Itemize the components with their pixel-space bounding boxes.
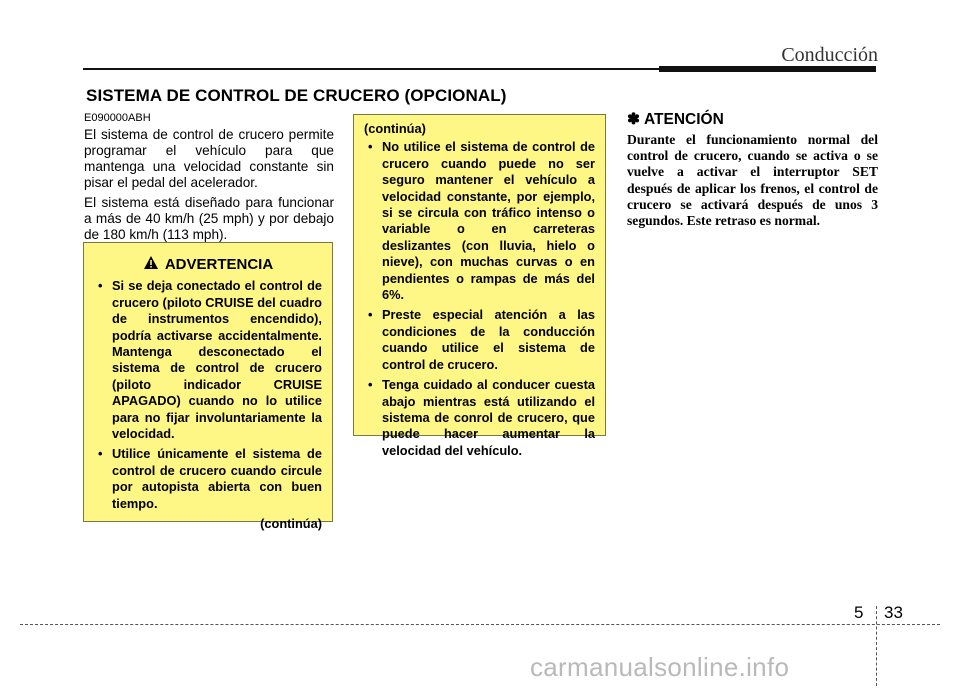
attention-title (627, 110, 724, 129)
warning-header (94, 255, 322, 274)
warning-item (94, 278, 322, 442)
bullet-icon: • (368, 307, 373, 323)
watermark: carmanualsonline.info (530, 652, 790, 682)
header-title: Conducción (781, 44, 878, 66)
bullet-icon: • (368, 139, 373, 155)
warning-continued: (continúa) (260, 516, 322, 532)
body-paragraph: El sistema está diseñado para funcionar a más de 40 km/h (25 mph) y por debajo de 180 km/h (113 mph). (84, 195, 334, 242)
warning-cont-item (364, 139, 595, 303)
body-text (84, 127, 334, 247)
attention-title-text: ATENCIÓN (644, 110, 724, 128)
warning-cont-item-text: Tenga cuidado al conducer cuesta abajo mientras está utilizando el sistema de conrol de crucero, que puede hacer aumentar la velocidad del vehículo. (382, 377, 595, 458)
attention-text: Durante el funcionamiento normal del control de crucero, cuando se activa o se vuelve a activar el interruptor SET después de aplicar los frenos, el control de crucero se activará después de unos 3 segundos. Este retraso es normal. (627, 132, 878, 229)
warning-item (94, 446, 322, 512)
bullet-icon: • (98, 446, 103, 462)
warning-cont-start: (continúa) (364, 121, 426, 136)
footer-divider (876, 606, 877, 686)
warning-cont-item (364, 377, 595, 459)
warning-cont-item (364, 307, 595, 373)
warning-continued-box (353, 114, 606, 458)
asterisk-icon: ✽ (627, 111, 640, 128)
section-code: E090000ABH (84, 112, 151, 124)
body-paragraph: El sistema de control de crucero permite programar el vehículo para que mantenga una velocidad constante sin pisar el pedal del acelerador. (84, 127, 334, 190)
warning-box (83, 242, 333, 532)
warning-cont-list (364, 139, 595, 459)
section-title: SISTEMA DE CONTROL DE CRUCERO (OPCIONAL) (86, 86, 507, 105)
page-number: 33 (884, 603, 903, 622)
header-rule (83, 68, 659, 70)
warning-list (94, 278, 322, 512)
warning-triangle-icon (143, 255, 159, 274)
warning-item-text: Utilice únicamente el sistema de control de crucero cuando circule por autopista abierta con buen tiempo. (112, 446, 322, 511)
bullet-icon: • (98, 278, 103, 294)
warning-cont-item-text: Preste especial atención a las condiciones de la conducción cuando utilice el sistema de control de crucero. (382, 307, 595, 372)
page-chapter: 5 (854, 603, 864, 622)
warning-cont-item-text: No utilice el sistema de control de crucero cuando puede no ser seguro mantener el vehículo a velocidad constante, por ejemplo, si se circula con tráfico intenso o variable o en carreteras deslizantes (con lluvia, hielo o nieve), con muchas curvas o en pendientes o rampas de más del 6%. (382, 139, 595, 303)
header-bar (659, 66, 876, 72)
footer-dashed-line (20, 624, 940, 625)
bullet-icon: • (368, 377, 373, 393)
warning-item-text: Si se deja conectado el control de crucero (piloto CRUISE del cuadro de instrumentos encendido), podría activarse accidentalmente. Mantenga desconectado el sistema de control de crucero (piloto indicador CRUISE APAGADO) cuando no lo utilice para no fijar involuntariamente la velocidad. (112, 278, 322, 442)
warning-title: ADVERTENCIA (164, 255, 274, 273)
